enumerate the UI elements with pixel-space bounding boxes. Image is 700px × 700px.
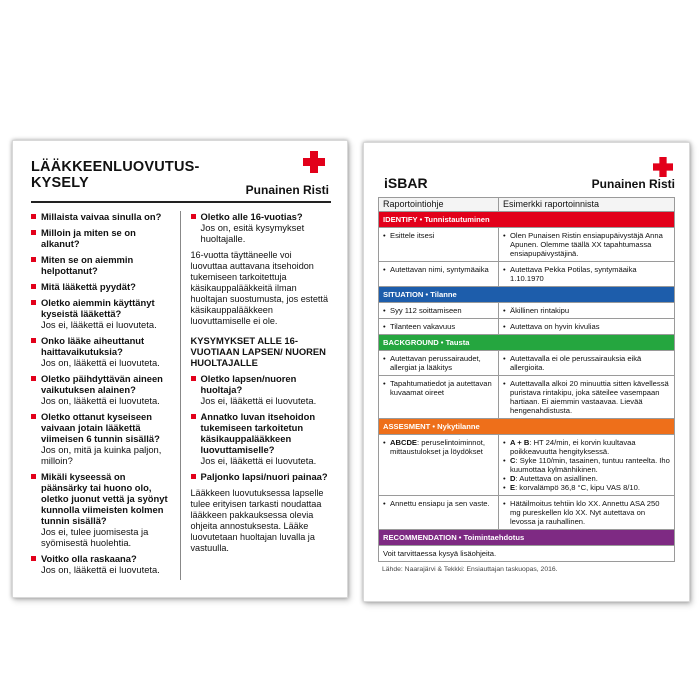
source-note: Lähde: Naarajärvi & Tekkki: Ensiauttajan taskuopas, 2016. xyxy=(382,566,558,573)
section-separator: • xyxy=(417,215,425,224)
list-item xyxy=(191,471,332,482)
section-name-fi: Nykytilanne xyxy=(437,422,480,431)
red-cross-icon xyxy=(303,151,325,173)
answer-note: Jos on, lääkettä ei luovuteta. xyxy=(41,357,160,368)
questions-column-2 xyxy=(181,211,332,580)
list-item xyxy=(31,297,172,330)
list-item xyxy=(31,335,172,368)
list-item xyxy=(31,411,172,466)
example-body: : HT 24/min, ei korvin kuultavaa poikkeavuutta hengityksessä. xyxy=(510,438,636,456)
instruction-body: : peruselintoiminnot, mittaustulokset ja löydökset xyxy=(390,438,485,456)
instruction-text xyxy=(383,231,494,240)
instruction-body: Tilanteen vakavuus xyxy=(390,322,456,331)
example-item xyxy=(503,474,670,483)
instruction-cell xyxy=(379,319,499,335)
section-name: RECOMMENDATION xyxy=(383,533,457,542)
column-header: Esimerkki raportoinnista xyxy=(499,198,675,212)
isbar-title: iSBAR xyxy=(384,175,428,191)
example-key: E xyxy=(510,483,516,492)
questionnaire-columns xyxy=(31,211,331,580)
example-key: C xyxy=(510,456,516,465)
section-name: BACKGROUND xyxy=(383,338,439,347)
example-body: : Autettava on asiallinen. xyxy=(515,474,598,483)
example-cell xyxy=(499,376,675,419)
example-text: • Autettavalla ei ole perussairauksia eikä allergioita. xyxy=(503,354,670,372)
list-item xyxy=(31,471,172,548)
list-item xyxy=(31,254,172,276)
example-item xyxy=(503,483,670,492)
brand-name: Punainen Risti xyxy=(591,177,675,191)
isbar-card xyxy=(363,142,690,602)
table-row xyxy=(379,546,675,562)
example-cell xyxy=(499,228,675,262)
section-name: IDENTIFY xyxy=(383,215,418,224)
list-item xyxy=(31,373,172,406)
question-text: Oletko lapsen/nuoren huoltaja? xyxy=(200,373,297,395)
question-text: Oletko ottanut kyseiseen vaivaan jotain lääkettä viimeisen 6 tunnin sisällä? xyxy=(41,411,160,444)
instruction-cell xyxy=(379,496,499,530)
questionnaire-header xyxy=(31,159,331,203)
question-text: Annatko luvan itsehoidon tukemiseen tarkoitetun käsikauppalääkkeen luovuttamiselle? xyxy=(200,411,316,455)
column-header: Raportointiohje xyxy=(379,198,499,212)
example-text: • Autettava Pekka Potilas, syntymäaika 1.10.1970 xyxy=(503,265,670,283)
guardian-question-list xyxy=(191,373,332,482)
table-cell: Voit tarvittaessa kysyä lisäohjeita. xyxy=(379,546,675,562)
info-paragraph: 16-vuotta täyttäneelle voi luovuttaa auttavana itsehoidon tukemiseen tarkoitettuja käsikauppalääkkeitä ilman huoltajan suostumusta, jos estettä käsikauppalääkkeen luovuttamiselle ei ole. xyxy=(190,250,328,326)
instruction-cell xyxy=(379,228,499,262)
section-name: SITUATION xyxy=(383,290,424,299)
section-separator: • xyxy=(438,338,446,347)
isbar-table xyxy=(378,197,675,562)
list-item: Oletko alle 16-vuotias? Jos on, esitä kysymykset huoltajalle. xyxy=(191,211,332,244)
example-cell xyxy=(499,435,675,496)
section-name-fi: Tunnistautuminen xyxy=(424,215,490,224)
medication-questionnaire-card xyxy=(12,140,348,598)
instruction-body: Autettavan nimi, syntymäaika xyxy=(390,265,489,274)
example-item xyxy=(503,438,670,456)
example-body: : Syke 110/min, tasainen, tuntuu ranteelta. Iho kuumottaa kylmänhikinen. xyxy=(510,456,670,474)
instruction-text xyxy=(383,379,494,397)
section-name-fi: Tausta xyxy=(445,338,470,347)
section-title xyxy=(379,419,675,435)
table-row xyxy=(379,351,675,376)
section-name-fi: Toimintaehdotus xyxy=(463,533,525,542)
example-text: • Hätäilmoitus tehtiin klo XX. Annettu ASA 250 mg pureskellen klo XX. Nyt autettava on levossa ja rauhallinen. xyxy=(503,499,670,526)
section-name: ASSESMENT xyxy=(383,422,431,431)
list-item xyxy=(31,211,172,222)
isbar-header xyxy=(378,163,675,193)
answer-note: Jos on, mitä ja kuinka paljon, milloin? xyxy=(41,444,162,466)
instruction-body: Esittele itsesi xyxy=(390,231,435,240)
section-title xyxy=(379,287,675,303)
instruction-cell xyxy=(379,376,499,419)
brand-name: Punainen Risti xyxy=(245,183,329,197)
example-cell xyxy=(499,303,675,319)
question-text: Paljonko lapsi/nuori painaa? xyxy=(200,471,328,482)
example-item xyxy=(503,456,670,474)
table-row xyxy=(379,435,675,496)
example-text: • Olen Punaisen Ristin ensiapupäivystäjä Anna Apunen. Olemme täällä XX tapahtumassa ensiapupäivystäjinä. xyxy=(503,231,670,258)
table-row xyxy=(379,319,675,335)
question-text: Miten se on aiemmin helpottanut? xyxy=(41,254,134,276)
table-header-row xyxy=(379,198,675,212)
list-item xyxy=(191,373,332,406)
instruction-text xyxy=(383,306,494,315)
example-cell xyxy=(499,496,675,530)
section-header-assessment xyxy=(379,419,675,435)
question-list xyxy=(31,211,172,575)
section-name-fi: Tilanne xyxy=(430,290,457,299)
section-title xyxy=(379,530,675,546)
question-text: Millaista vaivaa sinulla on? xyxy=(41,211,162,222)
question-text: Mikäli kyseessä on päänsärky tai huono olo, oletko juonut vettä ja syönyt kunnolla viimeisten kolmen tunnin sisällä? xyxy=(41,471,168,526)
list-item xyxy=(31,227,172,249)
answer-note: Jos on, lääkettä ei luovuteta. xyxy=(41,395,160,406)
instruction-text xyxy=(383,265,494,274)
example-text: • Autettavalla alkoi 20 minuuttia sitten kävellessä puristava rintakipu, joka säteilee vasempaan hartiaan. Ei aiemmin vastaavaa. Lievää hengenahdistusta. xyxy=(503,379,670,415)
table-row xyxy=(379,262,675,287)
example-cell xyxy=(499,319,675,335)
section-header-background xyxy=(379,335,675,351)
example-key: A + B xyxy=(510,438,530,447)
example-text: • Äkillinen rintakipu xyxy=(503,306,670,315)
example-key: D xyxy=(510,474,516,483)
example-body: : korvalämpö 36,8 °C, kipu VAS 8/10. xyxy=(515,483,640,492)
instruction-text xyxy=(383,438,494,456)
instruction-key: ABCDE xyxy=(390,438,418,447)
instruction-text xyxy=(383,322,494,331)
answer-note: Jos ei, lääkettä ei luovuteta. xyxy=(200,455,317,466)
question-text: Mitä lääkettä pyydät? xyxy=(41,281,136,292)
red-cross-icon xyxy=(653,157,673,177)
questions-column-1 xyxy=(31,211,181,580)
answer-note: Jos on, lääkettä ei luovuteta. xyxy=(41,564,160,575)
section-separator: • xyxy=(423,290,431,299)
answer-note: Jos ei, lääkettä ei luovuteta. xyxy=(41,319,157,330)
info-paragraph: Lääkkeen luovutuksessa lapselle tulee erityisen tarkasti noudattaa lääkkeen pakkauksessa olevia ohjeita annostuksesta. Lääke luovutetaan huoltajan luvalla ja vastuulla. xyxy=(190,488,324,553)
section-title xyxy=(379,335,675,351)
list-item xyxy=(31,281,172,292)
list-item xyxy=(31,553,172,575)
instruction-body: Autettavan perussairaudet, allergiat ja lääkitys xyxy=(390,354,481,372)
answer-note: Jos ei, lääkettä ei luovuteta. xyxy=(200,395,317,406)
question-text: Oletko aiemmin käyttänyt kyseistä lääkettä? xyxy=(41,297,155,319)
question-text: Oletko päihdyttävän aineen vaikutuksen alainen? xyxy=(41,373,163,395)
instruction-cell xyxy=(379,435,499,496)
questionnaire-title: LÄÄKKEENLUOVUTUS- KYSELY xyxy=(31,159,200,191)
section-separator: • xyxy=(456,533,464,542)
instruction-text xyxy=(383,354,494,372)
table-row xyxy=(379,376,675,419)
answer-note: Jos ei, tulee juomisesta ja syömisestä huolehtia. xyxy=(41,526,149,548)
section-header-recommendation xyxy=(379,530,675,546)
instruction-cell xyxy=(379,303,499,319)
section-header-situation xyxy=(379,287,675,303)
table-row xyxy=(379,303,675,319)
list-item xyxy=(191,411,332,466)
instruction-body: Tapahtumatiedot ja autettavan kuvaamat oireet xyxy=(390,379,492,397)
instruction-text xyxy=(383,499,494,508)
question-text: Milloin ja miten se on alkanut? xyxy=(41,227,136,249)
section-title xyxy=(379,212,675,228)
guardian-questions-heading: KYSYMYKSET ALLE 16-VUOTIAAN LAPSEN/ NUOREN HUOLTAJALLE xyxy=(190,335,326,368)
instruction-cell xyxy=(379,262,499,287)
question-text: Onko lääke aiheuttanut haittavaikutuksia? xyxy=(41,335,145,357)
table-row xyxy=(379,228,675,262)
table-row xyxy=(379,496,675,530)
question-text: Voitko olla raskaana? xyxy=(41,553,137,564)
question-list xyxy=(191,211,332,244)
instruction-cell xyxy=(379,351,499,376)
example-text: • Autettava on hyvin kivulias xyxy=(503,322,670,331)
instruction-body: Syy 112 soittamiseen xyxy=(390,306,462,315)
section-header-identify xyxy=(379,212,675,228)
instruction-body: Annettu ensiapu ja sen vaste. xyxy=(390,499,490,508)
section-separator: • xyxy=(430,422,438,431)
example-cell xyxy=(499,351,675,376)
example-cell xyxy=(499,262,675,287)
